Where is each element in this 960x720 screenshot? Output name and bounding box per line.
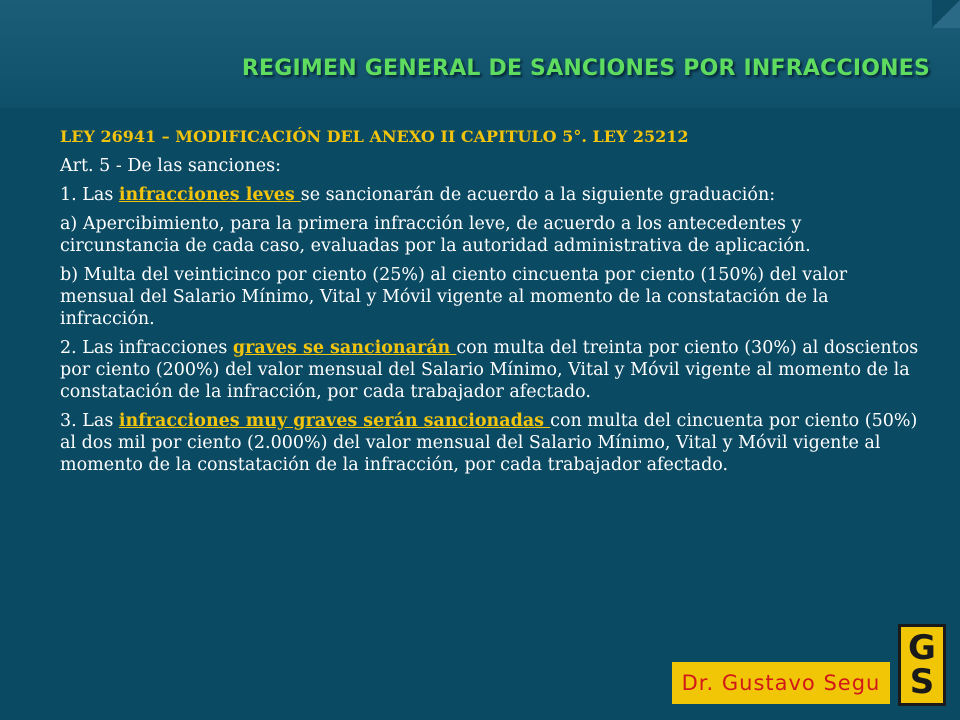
item-1b: b) Multa del veinticinco por ciento (25%) al ciento cincuenta por ciento (150%) del valor mensual del Salario Mínimo, Vital y Móvil vigente al momento de la constatación de la infracción. (60, 265, 848, 329)
item-2-highlight: graves se sancionarán (232, 338, 457, 358)
item-2-suffix: con multa del treinta por ciento (30%) al doscientos por ciento (200%) del valor mensual del Salario Mínimo, Vital y Móvil vigente al momento de la constatación de la infracción, por cada trabajador afectado. (60, 338, 919, 402)
logo-letter-bottom: S (909, 662, 935, 702)
author-banner: Dr. Gustavo Segu (672, 662, 890, 704)
item-1a: a) Apercibimiento, para la primera infracción leve, de acuerdo a los antecedentes y circunstancia de cada caso, evaluadas por la autoridad administrativa de aplicación. (60, 214, 811, 256)
logo-letter-top: G (908, 628, 936, 668)
item-3-prefix: 3. Las (60, 411, 119, 431)
gs-logo (898, 624, 946, 706)
item-1-highlight: infracciones leves (118, 185, 301, 205)
item-1-prefix: 1. Las (60, 185, 119, 205)
item-3 (60, 410, 920, 476)
law-heading: LEY 26941 – MODIFICACIÓN DEL ANEXO II CAPITULO 5°. LEY 25212 (60, 127, 689, 146)
corner-decoration (932, 0, 960, 28)
item-2-prefix: 2. Las infracciones (60, 338, 233, 358)
item-3-suffix: con multa del cincuenta por ciento (50%) al dos mil por ciento (2.000%) del valor mensual del Salario Mínimo, Vital y Móvil vigente al momento de la constatación de la infracción, por cada trabajador afectado. (60, 411, 918, 475)
item-2 (60, 337, 920, 403)
slide-body (60, 126, 920, 483)
item-1 (60, 184, 920, 206)
article-label: Art. 5 - De las sanciones: (60, 156, 281, 176)
title-band (0, 0, 960, 108)
slide-title: REGIMEN GENERAL DE SANCIONES POR INFRACCIONES (241, 56, 930, 81)
item-3-highlight: infracciones muy graves serán sancionadas (118, 411, 551, 431)
item-1-suffix: se sancionarán de acuerdo a la siguiente graduación: (300, 185, 776, 205)
